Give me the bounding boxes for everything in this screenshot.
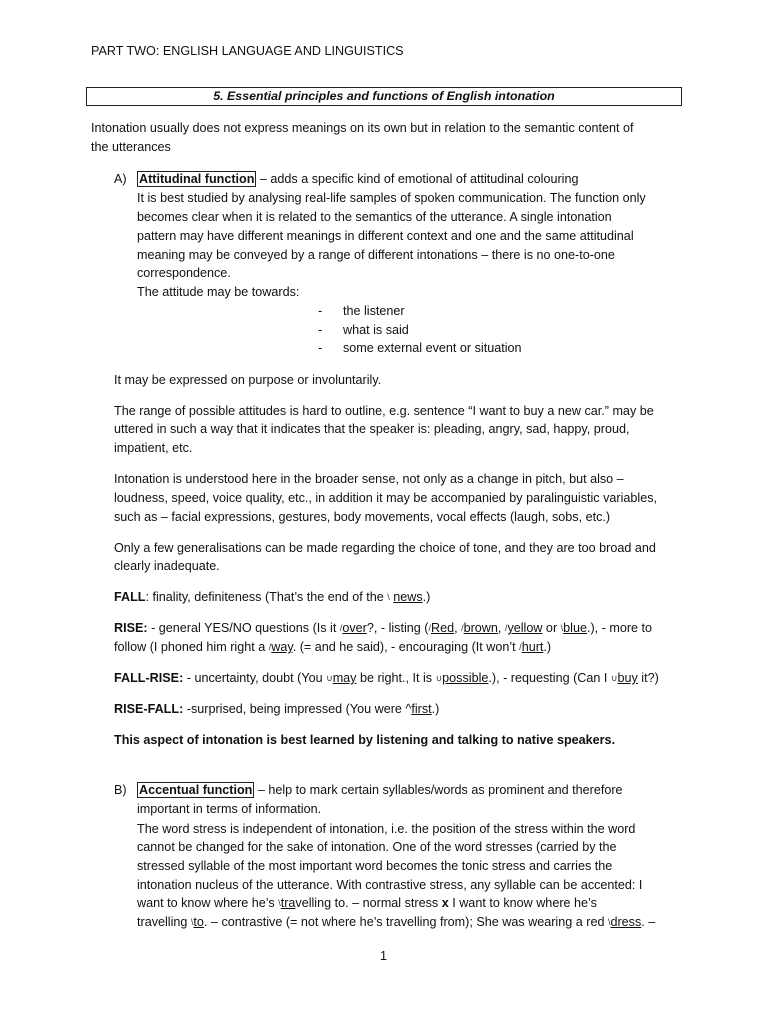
rise-word: way <box>271 640 293 654</box>
broader-line-1: Intonation is understood here in the broader sense, not only as a change in pitch, but also – <box>114 472 624 486</box>
section-b-text: travelling <box>137 915 191 929</box>
rise-fall-word: first <box>411 702 432 716</box>
rise-word: yellow <box>507 621 543 635</box>
fall-rise-label: FALL-RISE: <box>114 671 184 685</box>
rise-text: , <box>454 621 462 635</box>
rise-tone-mark: / <box>504 623 508 633</box>
fall-tone-mark: \ <box>278 898 281 908</box>
rise-text: follow (I phoned him right a <box>114 640 269 654</box>
section-a-line-3: pattern may have different meanings in different context and one and the same attitudinal <box>137 229 634 243</box>
bullet-text: what is said <box>343 323 409 337</box>
accentual-function-term: Accentual function <box>139 783 253 797</box>
fall-rise-tone-mark: ∪ <box>610 673 618 683</box>
range-line-1: The range of possible attitudes is hard to outline, e.g. sentence “I want to buy a new car.” may be <box>114 404 654 418</box>
rise-text: , <box>497 621 505 635</box>
fall-rise-text: be right., It is <box>356 671 436 685</box>
range-line-3: impatient, etc. <box>114 441 193 455</box>
rise-word: brown <box>463 621 498 635</box>
page-number: 1 <box>380 949 388 963</box>
rise-fall-paragraph <box>114 700 439 718</box>
bullet-dash: - <box>318 323 323 337</box>
rise-tone-mark: / <box>461 623 464 633</box>
bullet-dash: - <box>318 304 323 318</box>
intro-line-2: the utterances <box>91 140 171 154</box>
rise-label: RISE: <box>114 621 148 635</box>
fall-rise-tone-mark: ∪ <box>435 673 443 683</box>
rise-text: . (= and he said), - encouraging (It won’t <box>292 640 520 654</box>
fall-paragraph <box>114 588 430 606</box>
rise-word: Red <box>430 621 455 635</box>
stressed-syllable: tra <box>280 896 296 910</box>
section-title: 5. Essential principles and functions of English intonation <box>86 87 682 106</box>
bullet-dash: - <box>318 341 323 355</box>
section-b-line-3: cannot be changed for the sake of intonation. One of the word stresses (carried by the <box>137 840 617 854</box>
stressed-syllable: to <box>193 915 204 929</box>
rise-fall-label: RISE-FALL: <box>114 702 184 716</box>
section-a-line-4: meaning may be conveyed by a range of different intonations – there is no one-to-one <box>137 248 615 262</box>
intro-line-1: Intonation usually does not express meanings on its own but in relation to the semantic content of <box>91 121 634 135</box>
fall-rise-text: it?) <box>637 671 659 685</box>
purpose-paragraph: It may be expressed on purpose or involuntarily. <box>114 373 382 387</box>
generalisations-line-1: Only a few generalisations can be made regarding the choice of tone, and they are too broad and <box>114 541 656 555</box>
rise-tone-mark: / <box>519 642 522 652</box>
attitudinal-function-term: Attitudinal function <box>139 172 255 186</box>
fall-tone-mark: \ <box>560 623 564 633</box>
versus-mark: x <box>441 896 449 910</box>
fall-text-end: .) <box>422 590 431 604</box>
rise-word: hurt <box>521 640 544 654</box>
section-b-heading <box>137 781 623 799</box>
section-a-marker: A) <box>114 172 127 186</box>
section-a-line-2: becomes clear when it is related to the semantics of the utterance. A single intonation <box>137 210 612 224</box>
range-line-2: uttered in such a way that it indicates that the speaker is: pleading, angry, sad, happy, proud, <box>114 422 630 436</box>
bullet-text: some external event or situation <box>343 341 522 355</box>
fall-rise-word: possible <box>442 671 489 685</box>
section-b-text: I want to know where he’s <box>448 896 597 910</box>
bullet-text: the listener <box>343 304 405 318</box>
rise-paragraph-line-2 <box>114 638 551 656</box>
rise-text: .), - more to <box>586 621 653 635</box>
section-b-heading-rest: – help to mark certain syllables/words as prominent and therefore <box>254 783 623 797</box>
fall-rise-word: may <box>332 671 357 685</box>
fall-rise-tone-mark: ∪ <box>326 673 333 683</box>
rise-word: over <box>342 621 367 635</box>
stressed-syllable: dress <box>610 915 642 929</box>
fall-tone-mark: \ <box>387 592 390 602</box>
aspect-note: This aspect of intonation is best learned by listening and talking to native speakers. <box>114 733 616 747</box>
rise-fall-text: .) <box>431 702 440 716</box>
fall-rise-word: buy <box>617 671 638 685</box>
section-b-text: velling to. – normal stress <box>295 896 442 910</box>
section-b-text: . – <box>641 915 656 929</box>
rise-tone-mark: / <box>428 623 431 633</box>
fall-word: news <box>393 590 423 604</box>
rise-word: blue <box>563 621 587 635</box>
section-a-line-5: correspondence. <box>137 266 231 280</box>
section-b-line-7 <box>137 913 655 931</box>
generalisations-line-2: clearly inadequate. <box>114 559 220 573</box>
rise-fall-tone-mark: ^ <box>405 702 412 716</box>
fall-rise-text: - uncertainty, doubt (You <box>183 671 327 685</box>
section-b-line-1: important in terms of information. <box>137 802 322 816</box>
section-b-line-6 <box>137 894 597 912</box>
section-a-heading-rest: – adds a specific kind of emotional of attitudinal colouring <box>256 172 579 186</box>
broader-line-3: such as – facial expressions, gestures, body movements, vocal effects (laugh, sobs, etc.) <box>114 510 611 524</box>
section-b-line-5: intonation nucleus of the utterance. With contrastive stress, any syllable can be accented: I <box>137 878 643 892</box>
rise-fall-text: -surprised, being impressed (You were <box>183 702 406 716</box>
section-a-heading <box>137 170 578 188</box>
rise-tone-mark: / <box>268 642 272 652</box>
section-a-line-6: The attitude may be towards: <box>137 285 300 299</box>
section-b-line-2: The word stress is independent of intonation, i.e. the position of the stress within the word <box>137 822 636 836</box>
section-a-line-1: It is best studied by analysing real-life samples of spoken communication. The function only <box>137 191 646 205</box>
rise-text: ?, - listing ( <box>366 621 429 635</box>
section-b-text: want to know where he’s <box>137 896 279 910</box>
fall-tone-mark: \ <box>607 917 611 927</box>
fall-text: : finality, definiteness (That’s the end of the <box>145 590 388 604</box>
rise-tone-mark: / <box>339 623 343 633</box>
fall-rise-text: .), - requesting (Can I <box>488 671 611 685</box>
rise-paragraph-line-1 <box>114 619 652 637</box>
rise-text: or <box>542 621 561 635</box>
page-header: PART TWO: ENGLISH LANGUAGE AND LINGUISTICS <box>91 44 404 58</box>
rise-text: .) <box>543 640 552 654</box>
section-b-marker: B) <box>114 783 127 797</box>
fall-rise-paragraph <box>114 669 659 687</box>
fall-tone-mark: \ <box>190 917 194 927</box>
section-b-text: . – contrastive (= not where he’s travelling from); She was wearing a red <box>203 915 608 929</box>
rise-text: - general YES/NO questions (Is it <box>147 621 340 635</box>
section-b-line-4: stressed syllable of the most important word becomes the tonic stress and carries the <box>137 859 613 873</box>
fall-label: FALL <box>114 590 146 604</box>
broader-line-2: loudness, speed, voice quality, etc., in addition it may be accompanied by paralinguistic variables, <box>114 491 658 505</box>
